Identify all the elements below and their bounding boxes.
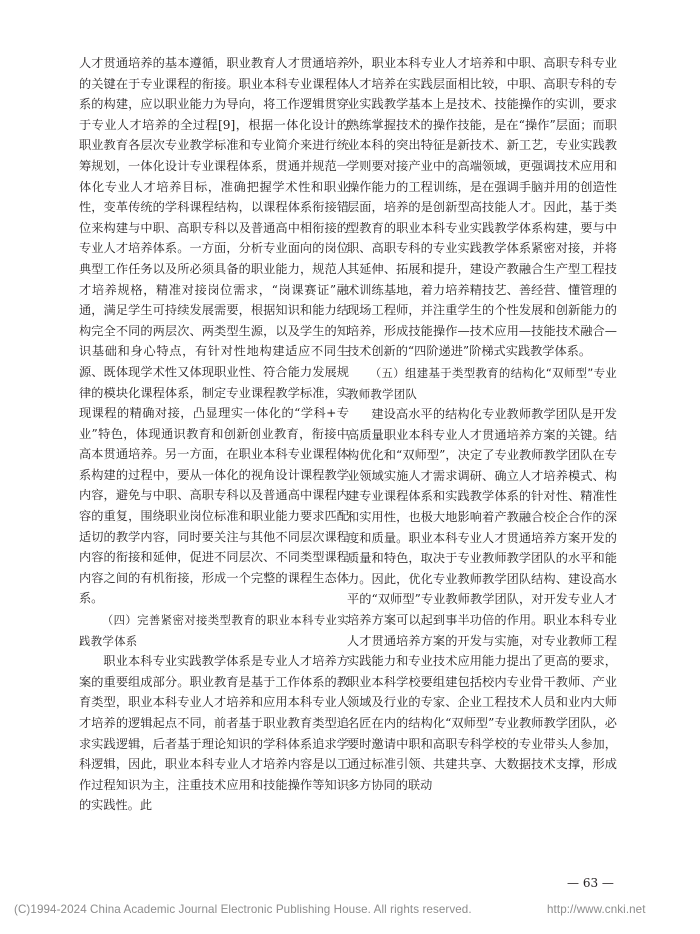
right-column [347,53,617,795]
footer [14,903,694,916]
body-paragraph: 人才贯通培养的基本遵循，职业教育人才贯通培养的关键在于专业课程的衔接。职业本科专业课程体系的构建，应以职业能力为导向，将工作逻辑贯穿于专业人才培养的全过程[9]，根据一体化设计的职业教育各层次专业教学标准和专业简介来进行统筹规划，一体化设计专业课程体系，贯通并规范一体化专业人才培养目标，准确把握学术性和职业性，变革传统的学科课程结构，以课程体系衔接错位来构建与中职、高职专科以及普通高中相衔接的专业人才培养体系。一方面，分析专业面向的岗位典型工作任务以及所必须具备的职业能力，规范人才培养规格，精准对接岗位需求，“岗课赛证”融通，满足学生可持续发展需要，根据知识和能力结构完全不同的两层次、两类型生源，以及学生的知识基础和身心特点，有针对性地构建适应不同生源、既体现学术性又体现职业性、符合能力发展规律的模块化课程体系，制定专业课程教学标准，实现课程的精确对接，凸显理实一体化的“学科+专业”特色，体现通识教育和创新创业教育，衔接中高本贯通培养。另一方面，在职业本科专业课程体系构建的过程中，要从一体化的视角设计课程教学内容，避免与中职、高职专科以及普通高中课程内容的重复，围绕职业岗位标准和职业能力要求匹配适切的教学内容，同时要关注与其他不同层次课程内容的衔接和延伸，促进不同层次、不同类型课程内容之间的有机衔接，形成一个完整的课程生态体系。 [79,56,349,606]
section-heading-5: （五）组建基于类型教育的结构化“双师型”专业教师教学团队 [347,365,617,401]
body-paragraph: 建设高水平的结构化专业教师教学团队是开发高质量职业本科专业人才贯通培养方案的关键。结构优化和“双师型”，决定了专业教师教学团队在专业领域实施人才需求调研、确立人才培养模式、构建专业课程体系和实践教学体系的针对性、精准性和实用性，也极大地影响着产教融合校企合作的深度和质量。职业本科专业人才贯通培养方案开发的质量和特色，取决于专业教师教学团队的水平和能力。因此，优化专业教师教学团队结构、建设高水平的“双师型”专业教师教学团队，对开发专业人才培养方案可以起到事半功倍的作用。职业本科专业人才贯通培养方案的开发与实施，对专业教师工程实践能力和专业技术应用能力提出了更高的要求，职业本科学校要组建包括校内专业骨干教师、产业领域及行业的专家、企业工程技术人员和业内大师名匠在内的结构化“双师型”专业教师教学团队，必要时邀请中职和高职专科学校的专业带头人参加，通过标准引领、共建共享、大数据技术支撑，形成多方协同的联动 [347,407,617,792]
body-paragraph: 职业本科专业实践教学体系是专业人才培养方案的重要组成部分。职业教育是基于工作体系的教育类型，职业本科专业人才培养和应用本科专业人才培养的逻辑起点不同，前者基于职业教育类型追求实践逻辑，后者基于理论知识的学科体系追求学科逻辑，因此，职业本科专业人才培养内容是以工作过程知识为主，注重技术应用和技能操作等知识的实践性。此 [79,654,349,813]
body-paragraph: 外，职业本科专业人才培养和中职、高职专科专业人才培养在实践层面相比较，中职、高职专科的专业实践教学基本上是技术、技能操作的实训，要求熟练掌握技术的操作技能，是在“操作”层面；而职业本科的突出特征是新技术、新工艺，专业实践教学则要对接产业中的高端领域，更强调技术应用和操作能力的工程训练，是在强调手脑并用的创造性层面，培养的是创新型高技能人才。因此，基于类型教育的职业本科专业实践教学体系构建，要与中职、高职专科的专业实践教学体系紧密对接，并将其延伸、拓展和提升，建设产教融合生产型工程技术训练基地，着力培养精技艺、善经营、懂管理的现场工程师，并注重学生的个性发展和创新能力的培养，形成技能操作—技术应用—技能技术融合—技术创新的“四阶递进”阶梯式实践教学体系。 [347,56,617,359]
left-column [79,53,349,816]
section-heading-4: （四）完善紧密对接类型教育的职业本科专业实践教学体系 [79,613,349,648]
page-number: — 63 — [567,876,614,890]
footer-url: http://www.cnki.net [547,903,646,916]
footer-copyright: (C)1994-2024 China Academic Journal Electronic Publishing House. All rights reserved. [14,903,472,916]
